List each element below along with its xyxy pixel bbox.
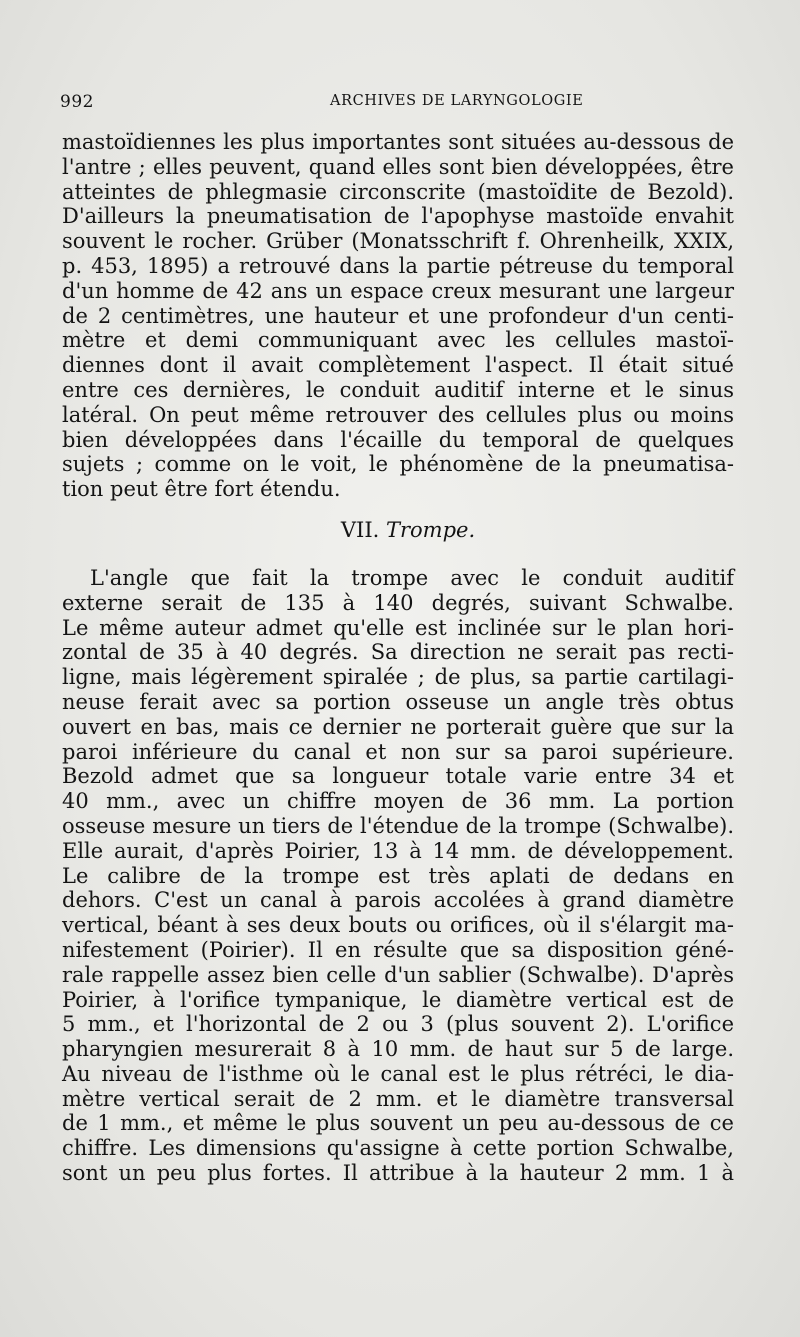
text-line: neuse ferait avec sa portion osseuse un angle très obtus (62, 689, 734, 714)
text-line: mètre et demi communiquant avec les cellules mastoï- (62, 328, 734, 353)
text-line: bien développées dans l'écaille du temporal de quelques (62, 427, 734, 452)
text-line: de 1 mm., et même le plus souvent un peu au-dessous de ce (62, 1111, 734, 1136)
text-line: 40 mm., avec un chiffre moyen de 36 mm. La portion (62, 789, 734, 814)
text-line: ligne, mais légèrement spiralée ; de plus, sa partie cartilagi- (62, 665, 734, 690)
text-line: mètre vertical serait de 2 mm. et le diamètre transversal (62, 1086, 734, 1111)
text-line: ouvert en bas, mais ce dernier ne porterait guère que sur la (62, 714, 734, 739)
text-line: latéral. On peut même retrouver des cellules plus ou moins (62, 402, 734, 427)
text-line: osseuse mesure un tiers de l'étendue de la trompe (Schwalbe). (62, 813, 734, 838)
spacer (62, 559, 734, 566)
text-line: sujets ; comme on le voit, le phénomène de la pneumatisa- (62, 452, 734, 477)
text-line: vertical, béant à ses deux bouts ou orifices, où il s'élargit ma- (62, 913, 734, 938)
text-line: zontal de 35 à 40 degrés. Sa direction ne serait pas recti- (62, 640, 734, 665)
page-number: 992 (60, 92, 94, 112)
text-line: externe serait de 135 à 140 degrés, suivant Schwalbe. (62, 590, 734, 615)
text-line: entre ces dernières, le conduit auditif interne et le sinus (62, 377, 734, 402)
paragraph-pneumatisation (62, 130, 734, 502)
text-line: Au niveau de l'isthme où le canal est le plus rétréci, le dia- (62, 1061, 734, 1086)
text-line: de 2 centimètres, une hauteur et une profondeur d'un centi- (62, 303, 734, 328)
text-line: sont un peu plus fortes. Il attribue à la hauteur 2 mm. 1 à (62, 1161, 734, 1186)
text-line: nifestement (Poirier). Il en résulte que sa disposition géné- (62, 937, 734, 962)
text-line: Elle aurait, d'après Poirier, 13 à 14 mm. de développement. (62, 838, 734, 863)
section-number: VII. (340, 517, 380, 542)
text-line: p. 453, 1895) a retrouvé dans la partie pétreuse du temporal (62, 253, 734, 278)
text-line: paroi inférieure du canal et non sur sa paroi supérieure. (62, 739, 734, 764)
text-line: d'un homme de 42 ans un espace creux mesurant une largeur (62, 278, 734, 303)
running-head: ARCHIVES DE LARYNGOLOGIE (330, 93, 584, 109)
section-title: Trompe. (385, 517, 476, 542)
text-line: Le même auteur admet qu'elle est inclinée sur le plan hori- (62, 615, 734, 640)
text-line: tion peut être fort étendu. (62, 477, 341, 502)
paragraph-trompe (62, 566, 734, 1186)
section-heading (62, 502, 734, 559)
text-line: rale rappelle assez bien celle d'un sablier (Schwalbe). D'après (62, 962, 734, 987)
text-line: chiffre. Les dimensions qu'assigne à cette portion Schwalbe, (62, 1136, 734, 1161)
text-line: 5 mm., et l'horizontal de 2 ou 3 (plus souvent 2). L'orifice (62, 1012, 734, 1037)
text-line: diennes dont il avait complètement l'aspect. Il était situé (62, 353, 734, 378)
page-header (60, 92, 740, 114)
text-line: D'ailleurs la pneumatisation de l'apophyse mastoïde envahit (62, 204, 734, 229)
text-line: souvent le rocher. Grüber (Monatsschrift f. Ohrenheilk, XXIX, (62, 229, 734, 254)
text-line: l'antre ; elles peuvent, quand elles sont bien développées, être (62, 154, 734, 179)
text-line: L'angle que fait la trompe avec le conduit auditif (90, 565, 734, 590)
text-line: pharyngien mesurerait 8 à 10 mm. de haut sur 5 de large. (62, 1037, 734, 1062)
text-line: Poirier, à l'orifice tympanique, le diamètre vertical est de (62, 987, 734, 1012)
text-line: mastoïdiennes les plus importantes sont situées au-dessous de (62, 130, 734, 154)
text-line: Le calibre de la trompe est très aplati de dedans en (62, 863, 734, 888)
text-line: Bezold admet que sa longueur totale varie entre 34 et (62, 764, 734, 789)
text-line: dehors. C'est un canal à parois accolées à grand diamètre (62, 888, 734, 913)
body-text (62, 130, 734, 1186)
text-line: atteintes de phlegmasie circonscrite (mastoïdite de Bezold). (62, 179, 734, 204)
